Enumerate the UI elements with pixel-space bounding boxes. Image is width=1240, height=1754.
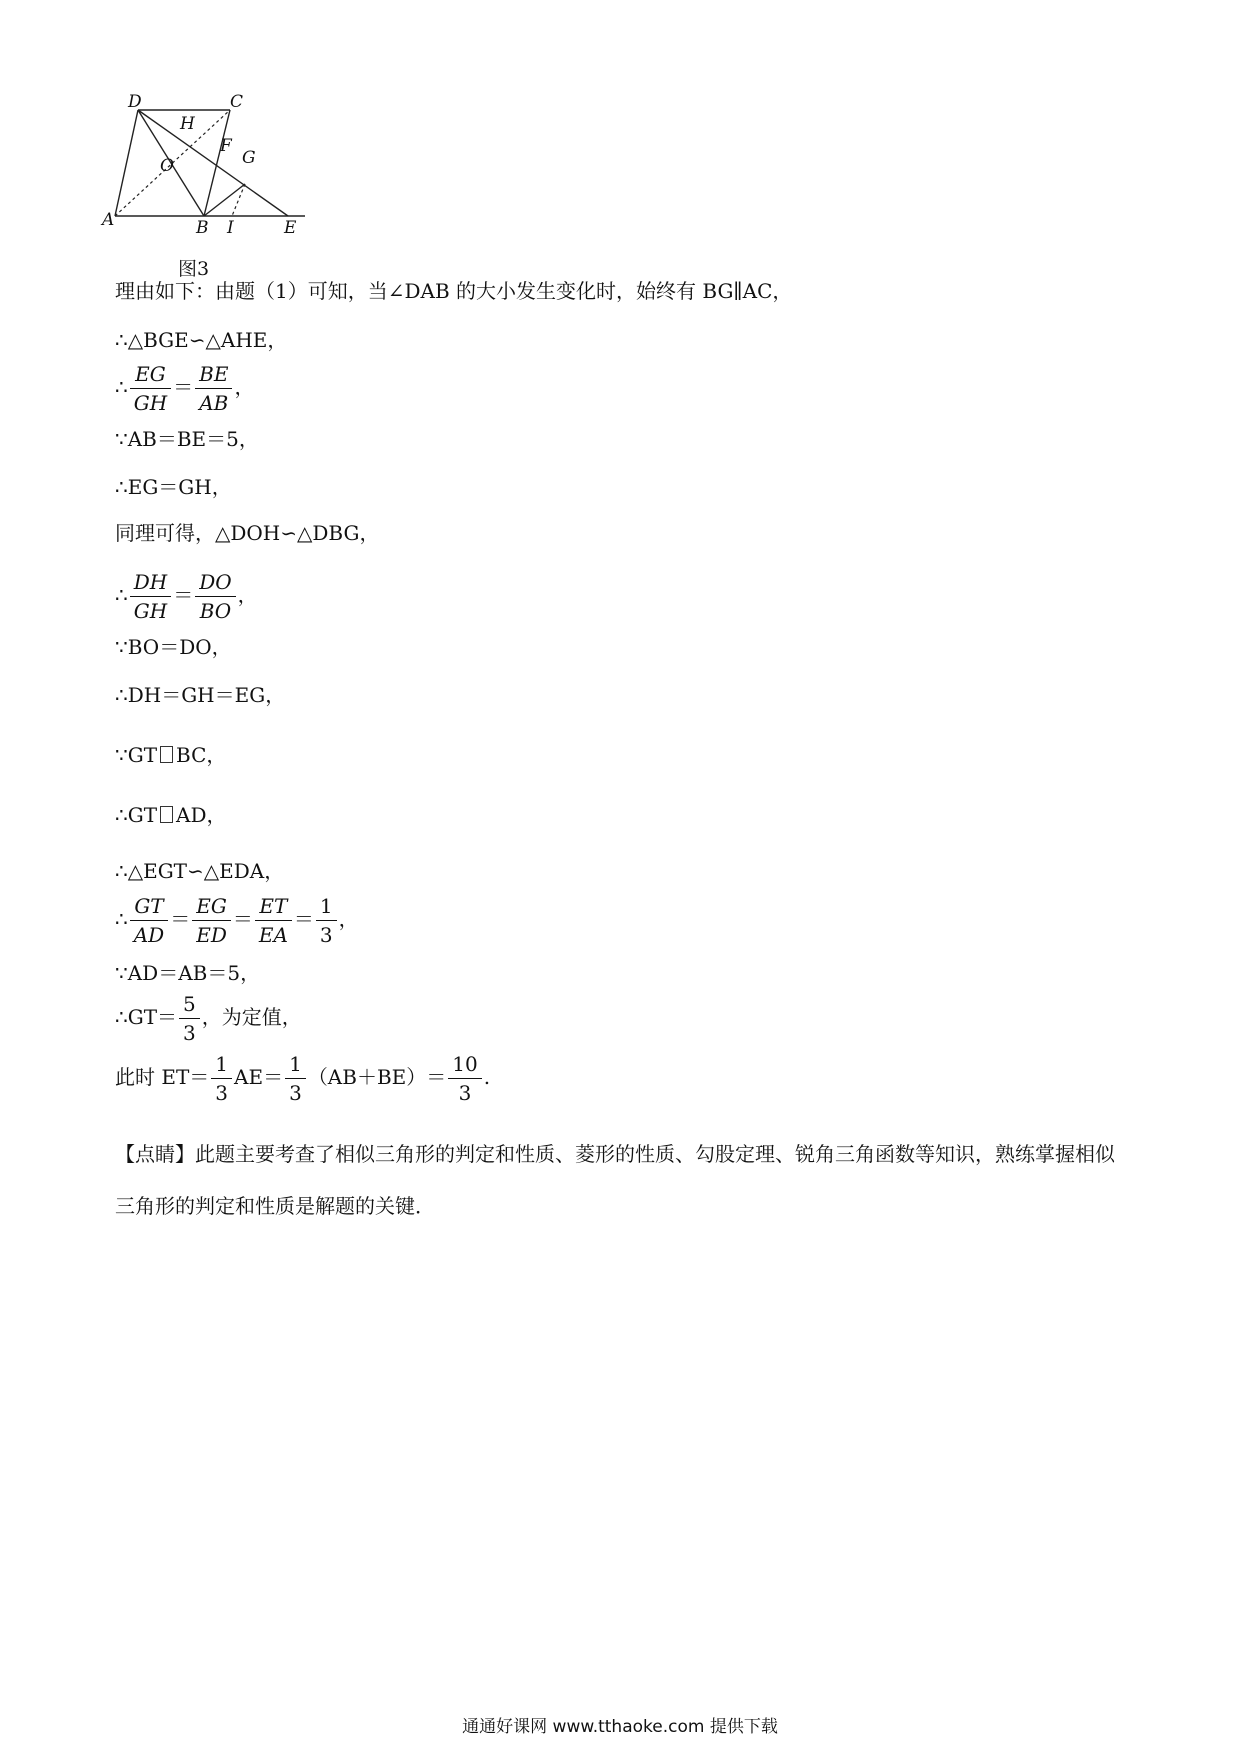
proof-line-1: 理由如下：由题（1）可知，当∠DAB 的大小发生变化时，始终有 BG∥AC， <box>115 279 793 303</box>
parallel-symbol-placeholder <box>160 746 173 763</box>
fraction: $\frac{EG}{GH}$ <box>130 360 171 417</box>
fraction: $\frac{1}{3}$ <box>211 1050 232 1107</box>
point-label-A: A <box>102 210 115 230</box>
fraction: $\frac{EG}{ED}$ <box>192 892 231 949</box>
line-AD <box>115 110 138 216</box>
proof-line-14: ∵AD＝AB＝5， <box>115 961 261 985</box>
proof-line-3: ∴ $\frac{EG}{GH}$ ＝ $\frac{BE}{AB}$ ， <box>115 362 255 415</box>
proof-line-2: ∴△BGE∽△AHE， <box>115 328 288 352</box>
point-label-D: D <box>128 92 142 112</box>
note-label: 【点睛】 <box>115 1142 195 1166</box>
proof-line-16: 此时 ET＝ $\frac{1}{3}$ AE＝ $\frac{1}{3}$ （AB＋BE）＝ $\frac{10}{3}$ . <box>115 1052 491 1105</box>
page-footer: 通通好课网 www.tthaoke.com 提供下载 <box>462 1717 778 1737</box>
point-label-F: F <box>220 136 232 156</box>
proof-line-5: ∴EG＝GH， <box>115 475 232 499</box>
fraction: $\frac{1}{3}$ <box>285 1050 306 1107</box>
figure-caption: 图3 <box>178 258 210 280</box>
proof-line-7: ∴ $\frac{DH}{GH}$ ＝ $\frac{DO}{BO}$ ， <box>115 570 258 623</box>
note-text: 此题主要考查了相似三角形的判定和性质、菱形的性质、勾股定理、锐角三角函数等知识，熟练掌握相似三角形的判定和性质是解题的关键． <box>115 1142 1115 1218</box>
proof-line-6: 同理可得，△DOH∽△DBG， <box>115 521 380 545</box>
point-label-O: O <box>160 156 174 176</box>
point-label-E: E <box>284 218 297 238</box>
point-label-B: B <box>196 218 209 238</box>
geometry-figure <box>102 92 358 280</box>
line-CB <box>204 110 230 216</box>
proof-line-9: ∴DH＝GH＝EG， <box>115 683 286 707</box>
proof-line-12: ∴△EGT∽△EDA， <box>115 859 285 883</box>
fraction: $\frac{DO}{BO}$ <box>195 568 235 625</box>
parallel-symbol-placeholder <box>160 806 173 823</box>
fraction: $\frac{ET}{EA}$ <box>255 892 292 949</box>
fraction: $\frac{10}{3}$ <box>448 1050 481 1107</box>
fraction: $\frac{BE}{AB}$ <box>195 360 232 417</box>
summary-note <box>115 1128 1125 1232</box>
proof-line-10: ∵GT BC， <box>115 743 227 767</box>
proof-line-11: ∴GT AD， <box>115 803 227 827</box>
point-label-H: H <box>180 114 195 134</box>
proof-line-4: ∵AB＝BE＝5， <box>115 427 259 451</box>
point-label-C: C <box>230 92 244 112</box>
point-label-I: I <box>227 218 234 238</box>
fraction: $\frac{1}{3}$ <box>316 892 337 949</box>
proof-line-15: ∴GT＝ $\frac{5}{3}$ ，为定值， <box>115 992 302 1045</box>
proof-line-8: ∵BO＝DO， <box>115 635 232 659</box>
proof-line-13: ∴ $\frac{GT}{AD}$ ＝ $\frac{EG}{ED}$ ＝ $\frac{ET}{EA}$ ＝ $\frac{1}{3}$ ， <box>115 894 359 947</box>
fraction: $\frac{GT}{AD}$ <box>130 892 168 949</box>
fraction: $\frac{5}{3}$ <box>179 990 200 1047</box>
point-label-G: G <box>242 148 256 168</box>
fraction: $\frac{DH}{GH}$ <box>130 568 171 625</box>
